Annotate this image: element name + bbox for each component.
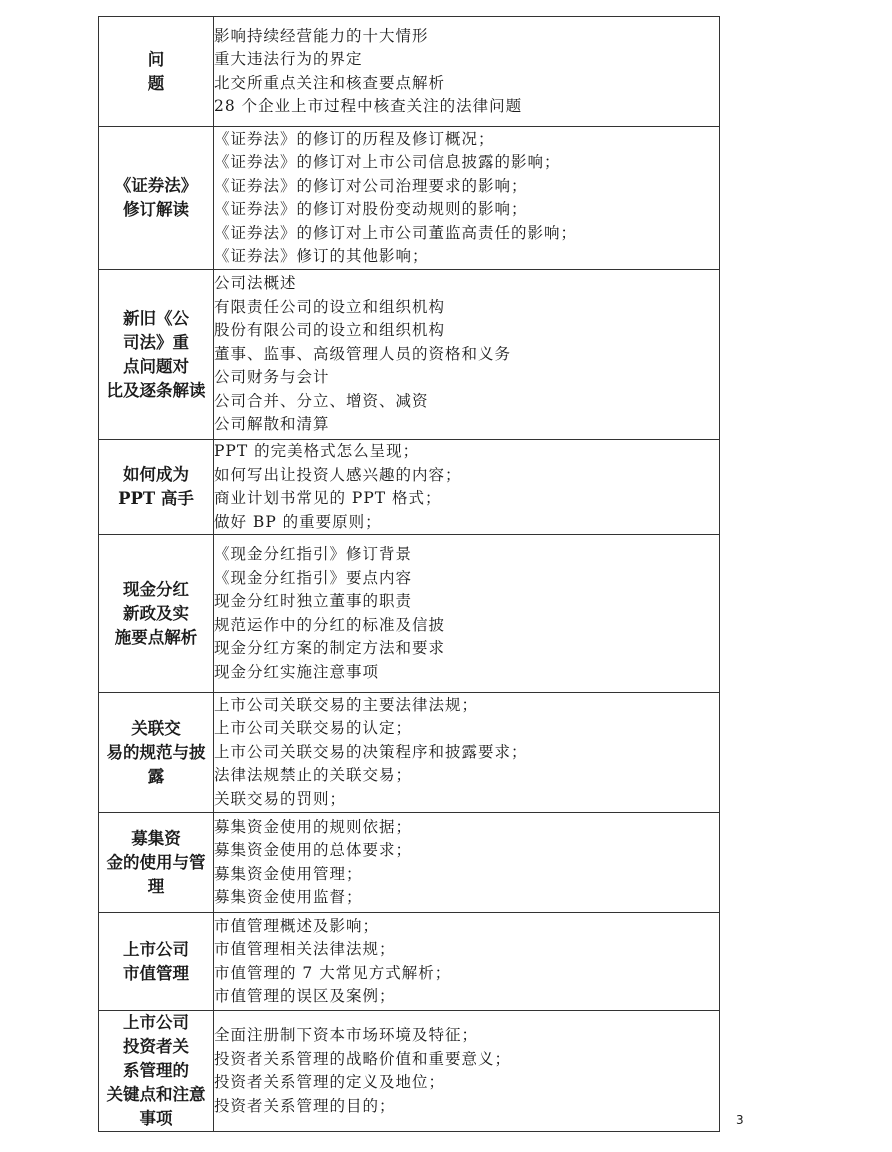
list-item: 商业计划书常见的 PPT 格式； (214, 489, 442, 507)
list-item: 有限责任公司的设立和组织机构 (214, 297, 446, 316)
list-item: 募集资金使用的规则依据； (214, 817, 413, 836)
list-item: 公司法概述 (214, 274, 297, 293)
list-item: 规范运作中的分红的标准及信披 (214, 615, 446, 634)
list-item: 《证券法》的修订的历程及修订概况； (214, 129, 495, 148)
table-row (99, 913, 720, 1011)
row-topic: 现金分红 新政及实 施要点解析 (99, 535, 214, 693)
list-item: 募集资金使用的总体要求； (214, 841, 413, 859)
list-item: 公司合并、分立、增资、减资 (214, 391, 429, 410)
table-row (99, 535, 720, 693)
list-item: 市值管理概述及影响； (214, 916, 380, 935)
row-content (214, 813, 720, 913)
list-item: 重大违法行为的界定 (214, 50, 363, 68)
row-content (214, 17, 720, 127)
list-item: 募集资金使用监督； (214, 888, 363, 906)
list-item: 影响持续经营能力的十大情形 (214, 26, 429, 45)
row-topic: 新旧《公 司法》重 点问题对 比及逐条解读 (99, 270, 214, 440)
list-item: 股份有限公司的设立和组织机构 (214, 321, 446, 340)
row-topic: 关联交 易的规范与披露 (99, 693, 214, 813)
list-item: 做好 BP 的重要原则； (214, 512, 382, 531)
list-item: 董事、监事、高级管理人员的资格和义务 (214, 344, 512, 363)
table-row (99, 17, 720, 127)
row-content (214, 127, 720, 270)
list-item: 现金分红实施注意事项 (214, 662, 380, 681)
list-item: 《现金分红指引》要点内容 (214, 568, 413, 587)
row-content (214, 913, 720, 1011)
row-content (214, 270, 720, 440)
row-content (214, 1011, 720, 1132)
list-item: PPT 的完美格式怎么呈现； (214, 442, 420, 460)
page-number: 3 (736, 1113, 744, 1127)
list-item: 《证券法》修订的其他影响； (214, 247, 429, 265)
list-item: 北交所重点关注和核查要点解析 (214, 73, 446, 92)
list-item: 公司解散和清算 (214, 415, 330, 434)
list-item: 《证券法》的修订对上市公司董监高责任的影响； (214, 223, 578, 242)
list-item: 法律法规禁止的关联交易； (214, 766, 413, 785)
list-item: 上市公司关联交易的决策程序和披露要求； (214, 742, 528, 761)
list-item: 投资者关系管理的目的； (214, 1096, 396, 1115)
table-row (99, 693, 720, 813)
list-item: 投资者关系管理的定义及地位； (214, 1073, 446, 1091)
course-table-body (99, 17, 720, 1132)
row-content (214, 535, 720, 693)
list-item: 上市公司关联交易的主要法律法规； (214, 695, 479, 714)
list-item: 《证券法》的修订对公司治理要求的影响； (214, 176, 528, 195)
list-item: 现金分红方案的制定方法和要求 (214, 639, 446, 657)
row-content (214, 440, 720, 535)
row-content (214, 693, 720, 813)
list-item: 《现金分红指引》修订背景 (214, 545, 413, 563)
table-row (99, 440, 720, 535)
list-item: 关联交易的罚则； (214, 789, 347, 808)
list-item: 市值管理相关法律法规； (214, 940, 396, 958)
table-row (99, 127, 720, 270)
list-item: 上市公司关联交易的认定； (214, 719, 413, 738)
list-item: 现金分红时独立董事的职责 (214, 592, 413, 610)
list-item: 《证券法》的修订对股份变动规则的影响； (214, 200, 528, 218)
course-table (98, 16, 720, 1132)
list-item: 市值管理的 7 大常见方式解析； (214, 963, 452, 982)
list-item: 全面注册制下资本市场环境及特征； (214, 1026, 479, 1044)
table-row (99, 270, 720, 440)
row-topic: 问 题 (99, 17, 214, 127)
list-item: 《证券法》的修订对上市公司信息披露的影响； (214, 153, 561, 171)
list-item: 市值管理的误区及案例； (214, 987, 396, 1005)
list-item: 募集资金使用管理； (214, 864, 363, 883)
list-item: 投资者关系管理的战略价值和重要意义； (214, 1049, 512, 1068)
row-topic: 上市公司 市值管理 (99, 913, 214, 1011)
table-row (99, 1011, 720, 1132)
row-topic: 如何成为 PPT 高手 (99, 440, 214, 535)
table-row (99, 813, 720, 913)
row-topic: 募集资 金的使用与管理 (99, 813, 214, 913)
row-topic: 《证券法》 修订解读 (99, 127, 214, 270)
row-topic: 上市公司 投资者关 系管理的 关键点和注意事项 (99, 1011, 214, 1132)
list-item: 公司财务与会计 (214, 368, 330, 387)
list-item: 28 个企业上市过程中核查关注的法律问题 (214, 97, 523, 115)
list-item: 如何写出让投资人感兴趣的内容； (214, 465, 462, 484)
